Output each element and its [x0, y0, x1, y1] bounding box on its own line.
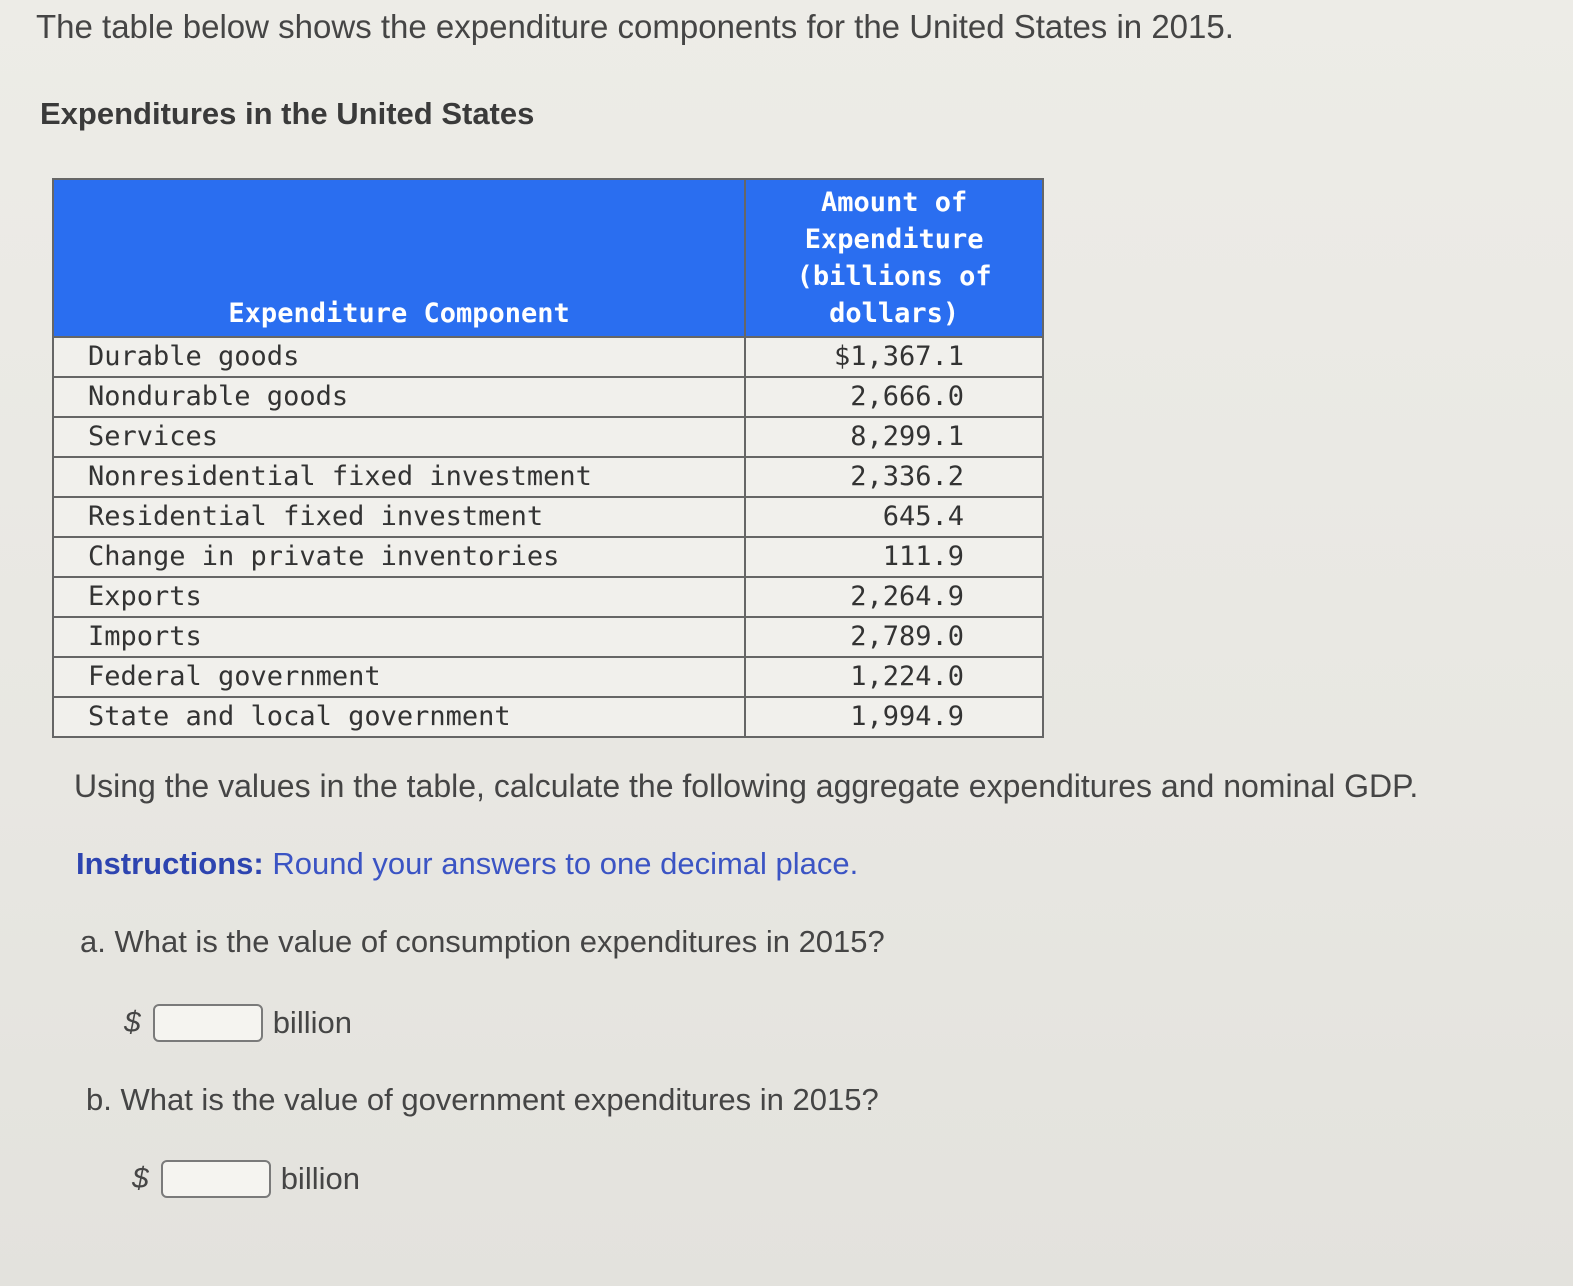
- row-amount: 645.4: [745, 497, 1043, 537]
- row-component: Nondurable goods: [53, 377, 745, 417]
- row-component: Nonresidential fixed investment: [53, 457, 745, 497]
- row-amount: 1,994.9: [745, 697, 1043, 737]
- question-b-answer-row: [132, 1160, 360, 1198]
- government-answer-input[interactable]: [161, 1160, 271, 1198]
- instructions-text: Round your answers to one decimal place.: [272, 846, 859, 881]
- question-a-answer-row: [124, 1004, 352, 1042]
- row-component: Imports: [53, 617, 745, 657]
- row-component: Residential fixed investment: [53, 497, 745, 537]
- table-row: [53, 377, 1043, 417]
- question-intro: Using the values in the table, calculate the following aggregate expenditures and nominal GDP.: [74, 768, 1419, 804]
- table-row: [53, 337, 1043, 377]
- row-component: Services: [53, 417, 745, 457]
- dollar-sign: $: [124, 1006, 141, 1039]
- table-row: [53, 497, 1043, 537]
- table-row: [53, 417, 1043, 457]
- dollar-sign: $: [132, 1162, 149, 1195]
- table-row: [53, 657, 1043, 697]
- unit-label: billion: [280, 1161, 360, 1196]
- instructions-label: Instructions:: [76, 846, 264, 881]
- table-header-row: [53, 179, 1043, 337]
- header-expenditure-component: Expenditure Component: [53, 179, 745, 337]
- row-amount: $1,367.1: [745, 337, 1043, 377]
- table-row: [53, 697, 1043, 737]
- table-row: [53, 577, 1043, 617]
- row-amount: 2,789.0: [745, 617, 1043, 657]
- row-amount: 2,264.9: [745, 577, 1043, 617]
- table-title: Expenditures in the United States: [40, 96, 535, 131]
- row-component: Federal government: [53, 657, 745, 697]
- table-row: [53, 617, 1043, 657]
- row-component: Exports: [53, 577, 745, 617]
- row-component: Change in private inventories: [53, 537, 745, 577]
- row-amount: 1,224.0: [745, 657, 1043, 697]
- consumption-answer-input[interactable]: [153, 1004, 263, 1042]
- table-row: [53, 457, 1043, 497]
- table-row: [53, 537, 1043, 577]
- row-amount: 2,336.2: [745, 457, 1043, 497]
- unit-label: billion: [272, 1005, 352, 1040]
- question-b-text: b. What is the value of government expenditures in 2015?: [86, 1082, 879, 1117]
- intro-text: The table below shows the expenditure components for the United States in 2015.: [36, 8, 1234, 45]
- question-a-text: a. What is the value of consumption expenditures in 2015?: [80, 924, 885, 959]
- row-amount: 8,299.1: [745, 417, 1043, 457]
- row-amount: 111.9: [745, 537, 1043, 577]
- row-component: Durable goods: [53, 337, 745, 377]
- expenditures-table: [52, 178, 1044, 738]
- row-amount: 2,666.0: [745, 377, 1043, 417]
- header-amount: Amount of Expenditure (billions of dollars): [745, 179, 1043, 337]
- instructions: [76, 846, 858, 882]
- row-component: State and local government: [53, 697, 745, 737]
